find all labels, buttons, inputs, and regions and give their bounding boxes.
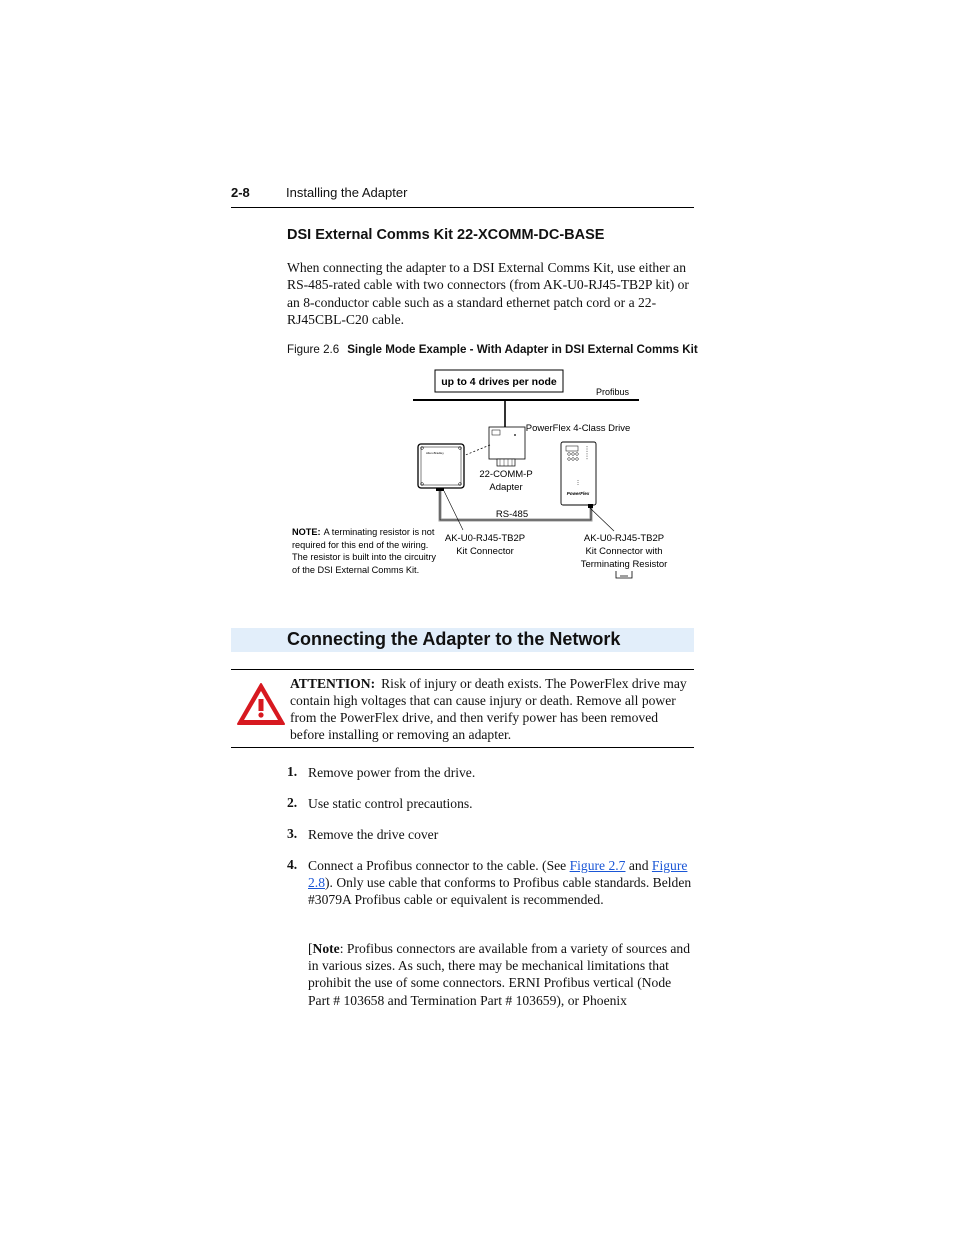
note-line-3: The resistor is built into the circuitry <box>292 552 436 562</box>
note-line-1: A terminating resistor is not <box>323 527 435 537</box>
header-rule <box>231 207 694 208</box>
step-text <box>308 857 693 909</box>
step4-pre: Connect a Profibus connector to the cable. (See <box>308 858 570 873</box>
attention-text <box>290 675 690 743</box>
term-connector-label-2: Kit Connector with <box>585 546 663 557</box>
intro-paragraph: When connecting the adapter to a DSI External Comms Kit, use either an RS-485-rated cable with two connectors (from AK-U0-RJ45-TB2P kit) or an 8-conductor cable such as a standard ethernet patch cord or a 22-RJ45CBL-C20 cable. <box>287 260 689 328</box>
attention-body: Risk of injury or death exists. The PowerFlex drive may contain high voltages that can cause injury or death. Remove all power from the PowerFlex drive, and then verify power has been removed before installing or removing an adapter. <box>290 676 687 742</box>
term-connector-leader <box>590 508 614 531</box>
step-number: 2. <box>287 795 298 810</box>
step-text: Remove the drive cover <box>308 827 439 842</box>
step-number: 1. <box>287 764 298 779</box>
adapter-label-2: Adapter <box>489 482 523 493</box>
note-bold-lead: Note <box>312 941 340 956</box>
figure-2-8-link[interactable]: Figure 2.8 <box>308 858 688 891</box>
term-connector-label-3: Terminating Resistor <box>580 559 668 570</box>
figure-caption-text: Single Mode Example - With Adapter in DSI External Comms Kit <box>347 343 698 356</box>
note-line-4: of the DSI External Comms Kit. <box>292 565 420 575</box>
step4-mid: and <box>625 858 652 873</box>
page-number: 2-8 <box>231 185 250 200</box>
note-body: : Profibus connectors are available from a variety of sources and in various sizes. As such, there may be mechanical limitations that prohibit the use of some connectors. ERNI Profibus vertical (Node Part # 103658 and Termination Part # 103659), or Phoenix <box>308 941 691 1008</box>
section-title: DSI External Comms Kit 22-XCOMM-DC-BASE <box>287 227 605 243</box>
kit-brand-text: Allen-Bradley <box>426 451 444 455</box>
kit-connector-leader <box>444 491 463 530</box>
rs485-label: RS-485 <box>495 509 529 520</box>
kit-connector-label-2: Kit Connector <box>456 546 514 557</box>
svg-text:NOTE:A terminating resistor is <box>292 527 435 537</box>
step-text: Remove power from the drive. <box>308 765 476 780</box>
figure-label: Figure 2.6 <box>287 343 340 356</box>
attention-bottom-rule <box>231 747 694 748</box>
connecting-title: Connecting the Adapter to the Network <box>287 629 621 649</box>
note-line-2: required for this end of the wiring. <box>292 540 429 550</box>
drive-brand-text: PowerFlex <box>566 491 590 496</box>
note-lead: NOTE: <box>292 527 321 537</box>
term-connector-label-1: AK-U0-RJ45-TB2P <box>583 533 665 544</box>
step-text: Use static control precautions. <box>308 796 473 811</box>
attention-top-rule <box>231 669 694 670</box>
note-paragraph <box>308 940 693 1009</box>
drive-label: PowerFlex 4-Class Drive <box>525 423 631 434</box>
figure-2-7-link[interactable]: Figure 2.7 <box>569 858 626 873</box>
powerflex-drive-icon <box>561 442 596 508</box>
network-diagram <box>285 360 695 595</box>
step-number: 4. <box>287 857 298 872</box>
comm-adapter-icon <box>489 427 525 466</box>
figure-caption <box>287 343 698 356</box>
step-number: 3. <box>287 826 298 841</box>
step4-post: ). Only use cable that conforms to Profibus cable standards. Belden #3079A Profibus cable or equivalent is recommended. <box>308 875 692 908</box>
resistor-icon <box>616 571 632 578</box>
drives-per-node-text: up to 4 drives per node <box>441 376 557 388</box>
attention-lead: ATTENTION: <box>290 676 376 691</box>
profibus-label: Profibus <box>596 387 630 397</box>
chapter-title: Installing the Adapter <box>286 185 408 200</box>
warning-triangle-icon <box>236 682 286 726</box>
kit-connector-label-1: AK-U0-RJ45-TB2P <box>444 533 526 544</box>
note-bracket: [ <box>308 941 313 956</box>
adapter-label-1: 22-COMM-P <box>479 469 533 480</box>
